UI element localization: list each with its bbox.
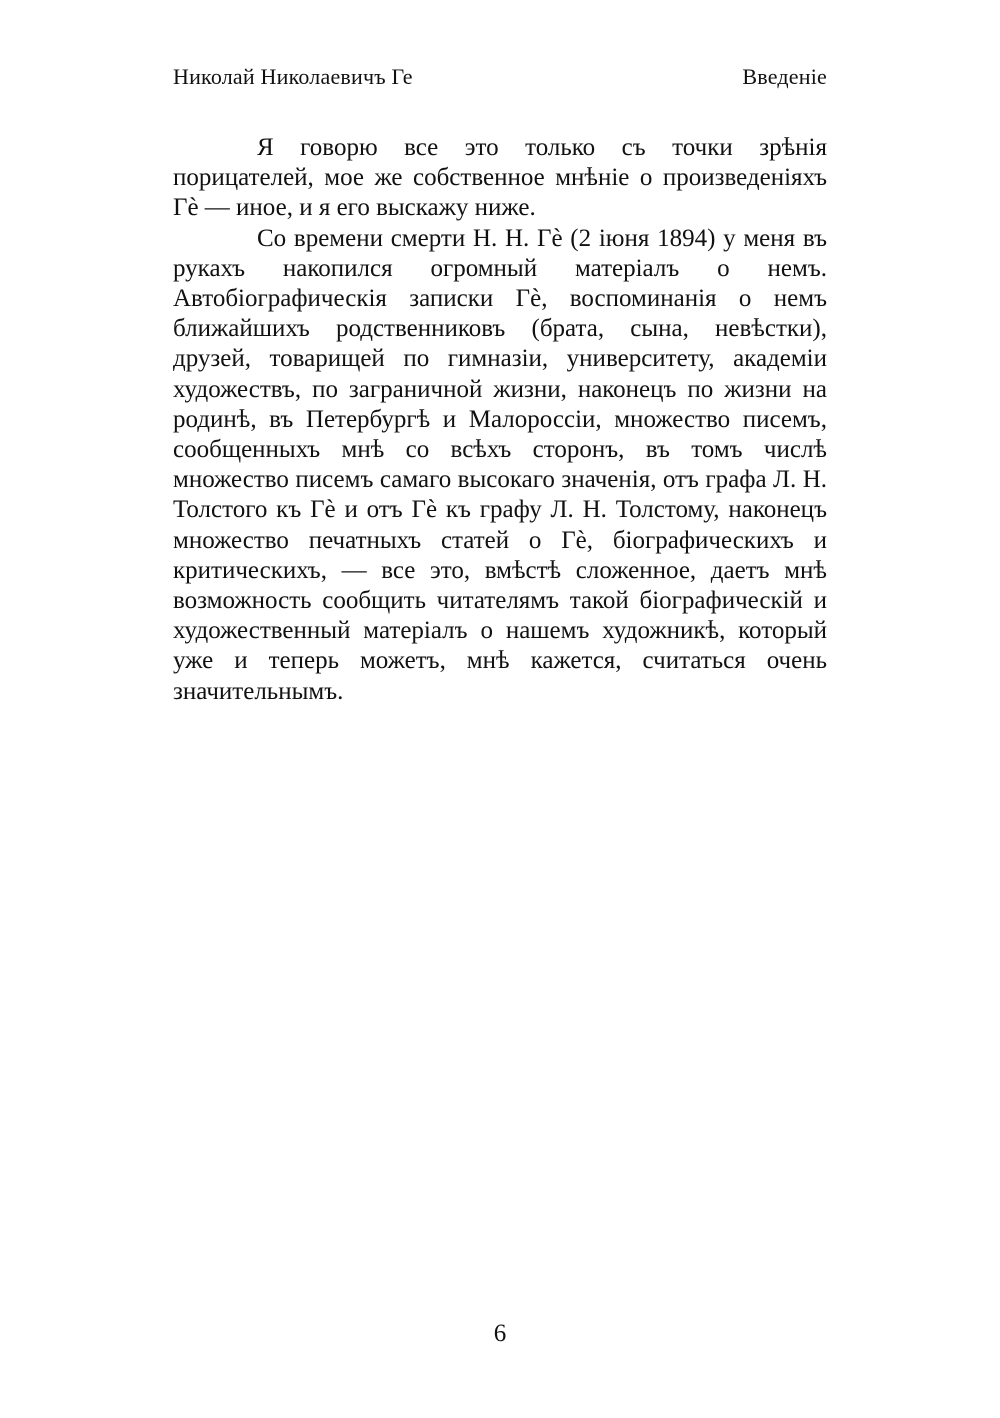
running-header: [173, 64, 827, 98]
paragraph: Я говорю все это только съ точки зрѣнія порицателей, мое же собственное мнѣніе о произведеніяхъ Гѐ — иное, и я его выскажу ниже.: [173, 134, 827, 222]
header-section-title: Введеніе: [742, 64, 827, 89]
header-author: Николай Николаевичъ Ге: [173, 64, 413, 89]
paragraph: Со времени смерти Н. Н. Гѐ (2 іюня 1894) у меня въ рукахъ накопился огромный матеріалъ о немъ. Автобіографическія записки Гѐ, воспоминанія о немъ ближайшихъ родственниковъ (брата, сына, невѣстки), друзей, товарищей по гимназіи, университету, академіи художествъ, по заграничной жизни, наконецъ по жизни на родинѣ, въ Петербургѣ и Малороссіи, множество писемъ, сообщенныхъ мнѣ со всѣхъ сторонъ, въ томъ числѣ множество писемъ самаго высокаго значенія, отъ графа Л. Н. Толстого къ Гѐ и отъ Гѐ къ графу Л. Н. Толстому, наконецъ множество печатныхъ статей о Гѐ, біографическихъ и критическихъ, — все это, вмѣстѣ сложенное, даетъ мнѣ возможность сообщить читателямъ такой біографическій и художественный матеріалъ о нашемъ художникѣ, который уже и теперь можетъ, мнѣ кажется, считаться очень значительнымъ.: [173, 224, 827, 705]
main-text: [173, 133, 827, 707]
page-number: 6: [493, 1320, 507, 1347]
